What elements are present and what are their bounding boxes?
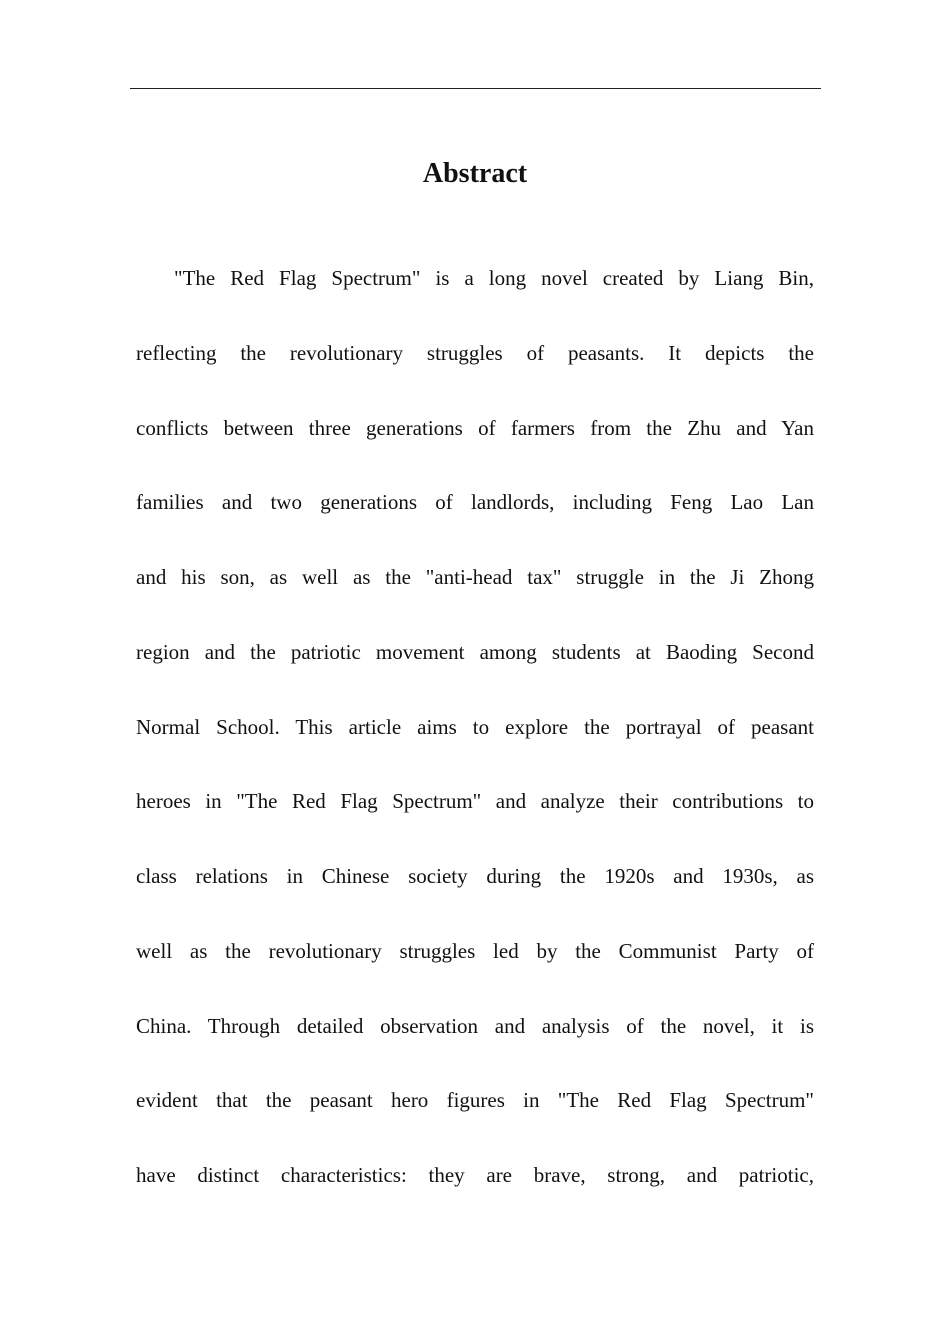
abstract-line: evident that the peasant hero figures in "The Red Flag Spectrum" <box>136 1088 814 1113</box>
abstract-line: "The Red Flag Spectrum" is a long novel created by Liang Bin, <box>174 266 814 290</box>
abstract-line: and his son, as well as the "anti-head tax" struggle in the Ji Zhong <box>136 565 814 589</box>
abstract-body <box>136 258 814 1230</box>
abstract-line: reflecting the revolutionary struggles of peasants. It depicts the <box>136 340 814 365</box>
abstract-line: well as the revolutionary struggles led by the Communist Party of <box>136 938 814 963</box>
abstract-title: Abstract <box>422 158 528 189</box>
header-rule <box>130 88 821 89</box>
abstract-line: class relations in Chinese society during the 1920s and 1930s, as <box>136 864 814 888</box>
abstract-line: conflicts between three generations of farmers from the Zhu and Yan <box>136 415 814 440</box>
abstract-line: families and two generations of landlords, including Feng Lao Lan <box>136 490 814 515</box>
abstract-line: China. Through detailed observation and analysis of the novel, it is <box>136 1013 814 1038</box>
abstract-line: region and the patriotic movement among students at Baoding Second <box>136 639 814 664</box>
abstract-line: heroes in "The Red Flag Spectrum" and analyze their contributions to <box>136 789 814 814</box>
abstract-line: Normal School. This article aims to explore the portrayal of peasant <box>136 714 814 739</box>
abstract-line: have distinct characteristics: they are brave, strong, and patriotic, <box>136 1163 814 1187</box>
